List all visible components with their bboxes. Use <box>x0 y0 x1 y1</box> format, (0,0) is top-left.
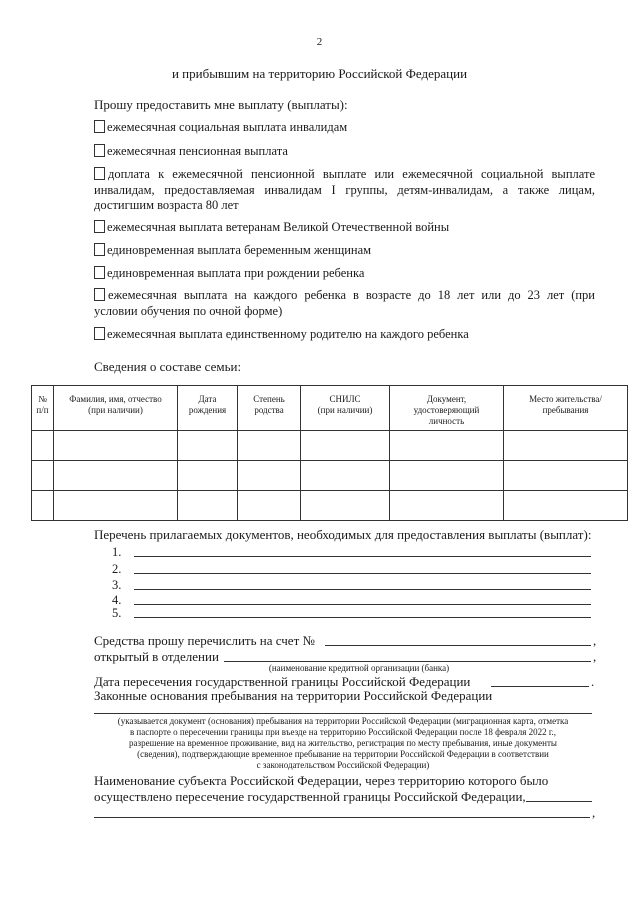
option-child-monthly-line-2: условии обучения по очной форме) <box>94 304 283 318</box>
option-single-parent <box>94 327 469 342</box>
table-cell[interactable] <box>504 491 628 521</box>
table-cell[interactable] <box>32 491 54 521</box>
table-cell[interactable] <box>54 461 178 491</box>
document-line-5[interactable] <box>134 617 591 618</box>
checkbox[interactable] <box>94 120 105 133</box>
border-date-field[interactable] <box>491 686 589 687</box>
option-pension <box>94 144 288 159</box>
document-line-2[interactable] <box>134 573 591 574</box>
table-cell[interactable] <box>32 461 54 491</box>
col-relation <box>238 386 301 431</box>
table-cell[interactable] <box>390 431 504 461</box>
table-cell[interactable] <box>54 491 178 521</box>
branch-label: открытый в отделении <box>94 649 219 664</box>
col-birthdate <box>178 386 238 431</box>
option-label: единовременная выплата при рождении ребенка <box>107 266 365 280</box>
table-cell[interactable] <box>32 431 54 461</box>
legal-note <box>94 716 592 771</box>
account-label: Средства прошу перечислить на счет № <box>94 633 315 648</box>
header-text: Дата рождения <box>188 394 227 415</box>
option-veterans <box>94 220 449 235</box>
col-snils <box>301 386 390 431</box>
subject-field[interactable] <box>94 817 590 818</box>
checkbox[interactable] <box>94 266 105 279</box>
checkbox[interactable] <box>94 220 105 233</box>
option-label: ежемесячная социальная выплата инвалидам <box>107 120 348 134</box>
family-heading: Сведения о составе семьи: <box>94 359 242 374</box>
col-fullname <box>54 386 178 431</box>
header-text: № п/п <box>36 394 49 415</box>
document-number-1: 1. <box>112 545 122 559</box>
table-cell[interactable] <box>504 431 628 461</box>
request-heading: Прошу предоставить мне выплату (выплаты): <box>94 97 348 112</box>
option-supplement-line-3: достигшим возраста 80 лет <box>94 198 239 212</box>
option-childbirth <box>94 266 364 281</box>
document-line-1[interactable] <box>134 556 591 557</box>
table-row <box>32 431 628 461</box>
legal-note-line: с законодательством Российской Федерации) <box>256 760 430 770</box>
legal-note-line: в паспорте о пересечении границы при въезде на территорию Российской Федерации после 18 февраля 2022 г., <box>129 727 557 737</box>
subject-comma: , <box>592 805 596 820</box>
border-date-period: . <box>591 674 595 689</box>
legal-grounds-field[interactable] <box>94 713 592 714</box>
checkbox[interactable] <box>94 144 105 157</box>
table-cell[interactable] <box>238 461 301 491</box>
option-child-monthly <box>94 288 105 303</box>
legal-grounds-label: Законные основания пребывания на территории Российской Федерации <box>94 688 493 703</box>
border-date-label: Дата пересечения государственной границы Российской Федерации <box>94 674 471 689</box>
table-row <box>32 491 628 521</box>
option-label: ежемесячная выплата ветеранам Великой Отечественной войны <box>107 220 450 234</box>
header-text: Фамилия, имя, отчество (при наличии) <box>69 394 162 415</box>
table-row <box>32 461 628 491</box>
document-number-2: 2. <box>112 562 122 576</box>
document-line-4[interactable] <box>134 604 591 605</box>
table-cell[interactable] <box>390 461 504 491</box>
option-child-monthly-line-1: ежемесячная выплата на каждого ребенка в возрасте до 18 лет или до 23 лет (при <box>108 288 595 302</box>
col-residence <box>504 386 628 431</box>
table-cell[interactable] <box>178 431 238 461</box>
checkbox[interactable] <box>94 327 105 340</box>
document-line-3[interactable] <box>134 589 591 590</box>
option-pregnant <box>94 243 371 258</box>
documents-heading: Перечень прилагаемых документов, необходимых для предоставления выплаты (выплат): <box>94 527 592 542</box>
legal-note-line: разрешение на временное проживание, вид на жительство, регистрация по месту пребывания, иные документы <box>129 738 557 748</box>
col-id-document <box>390 386 504 431</box>
table-cell[interactable] <box>390 491 504 521</box>
option-supplement <box>94 167 105 182</box>
legal-note-line: (указывается документ (основания) пребывания на территории Российской Федерации (миграционная карта, отметка <box>117 716 569 726</box>
branch-comma: , <box>593 649 597 664</box>
table-cell[interactable] <box>301 461 390 491</box>
table-cell[interactable] <box>54 431 178 461</box>
branch-field[interactable] <box>224 661 591 662</box>
table-cell[interactable] <box>178 461 238 491</box>
continuation-text: и прибывшим на территорию Российской Федерации <box>171 66 468 81</box>
page-number: 2 <box>316 36 323 48</box>
account-comma: , <box>593 633 597 648</box>
checkbox[interactable] <box>94 243 105 256</box>
table-cell[interactable] <box>301 431 390 461</box>
option-supplement-line-2: инвалидам, предоставляемая инвалидам I группы, детям-инвалидам, а также лицам, <box>94 183 595 197</box>
table-cell[interactable] <box>178 491 238 521</box>
subject-label-line-2: осуществлено пересечение государственной границы Российской Федерации, <box>94 789 526 804</box>
checkbox[interactable] <box>94 167 105 180</box>
family-table <box>31 385 628 521</box>
header-text: Степень родства <box>253 394 285 415</box>
document-number-3: 3. <box>112 578 122 592</box>
option-label: ежемесячная выплата единственному родителю на каждого ребенка <box>107 327 469 341</box>
subject-label-line-1: Наименование субъекта Российской Федерации, через территорию которого было <box>94 773 549 788</box>
table-cell[interactable] <box>504 461 628 491</box>
account-number-field[interactable] <box>325 645 591 646</box>
document-number-5: 5. <box>112 606 122 620</box>
table-cell[interactable] <box>301 491 390 521</box>
checkbox[interactable] <box>94 288 105 301</box>
option-disability-social <box>94 120 347 135</box>
subject-field-inline[interactable] <box>526 801 592 802</box>
header-text: Место жительства/ пребывания <box>529 394 602 415</box>
header-text: Документ, удостоверяющий личность <box>413 394 480 426</box>
header-text: СНИЛС (при наличии) <box>317 394 373 415</box>
col-number <box>32 386 54 431</box>
option-label: единовременная выплата беременным женщинам <box>107 243 372 257</box>
legal-note-line: (сведения), подтверждающие временное пребывание на территории Российской Федерации в соответствии <box>137 749 549 759</box>
option-label: ежемесячная пенсионная выплата <box>107 144 288 158</box>
document-number-4: 4. <box>112 593 122 607</box>
table-cell[interactable] <box>238 491 301 521</box>
bank-caption: (наименование кредитной организации (банка) <box>268 663 450 673</box>
table-cell[interactable] <box>238 431 301 461</box>
option-supplement-line-1: доплата к ежемесячной пенсионной выплате или ежемесячной социальной выплате <box>108 167 595 181</box>
